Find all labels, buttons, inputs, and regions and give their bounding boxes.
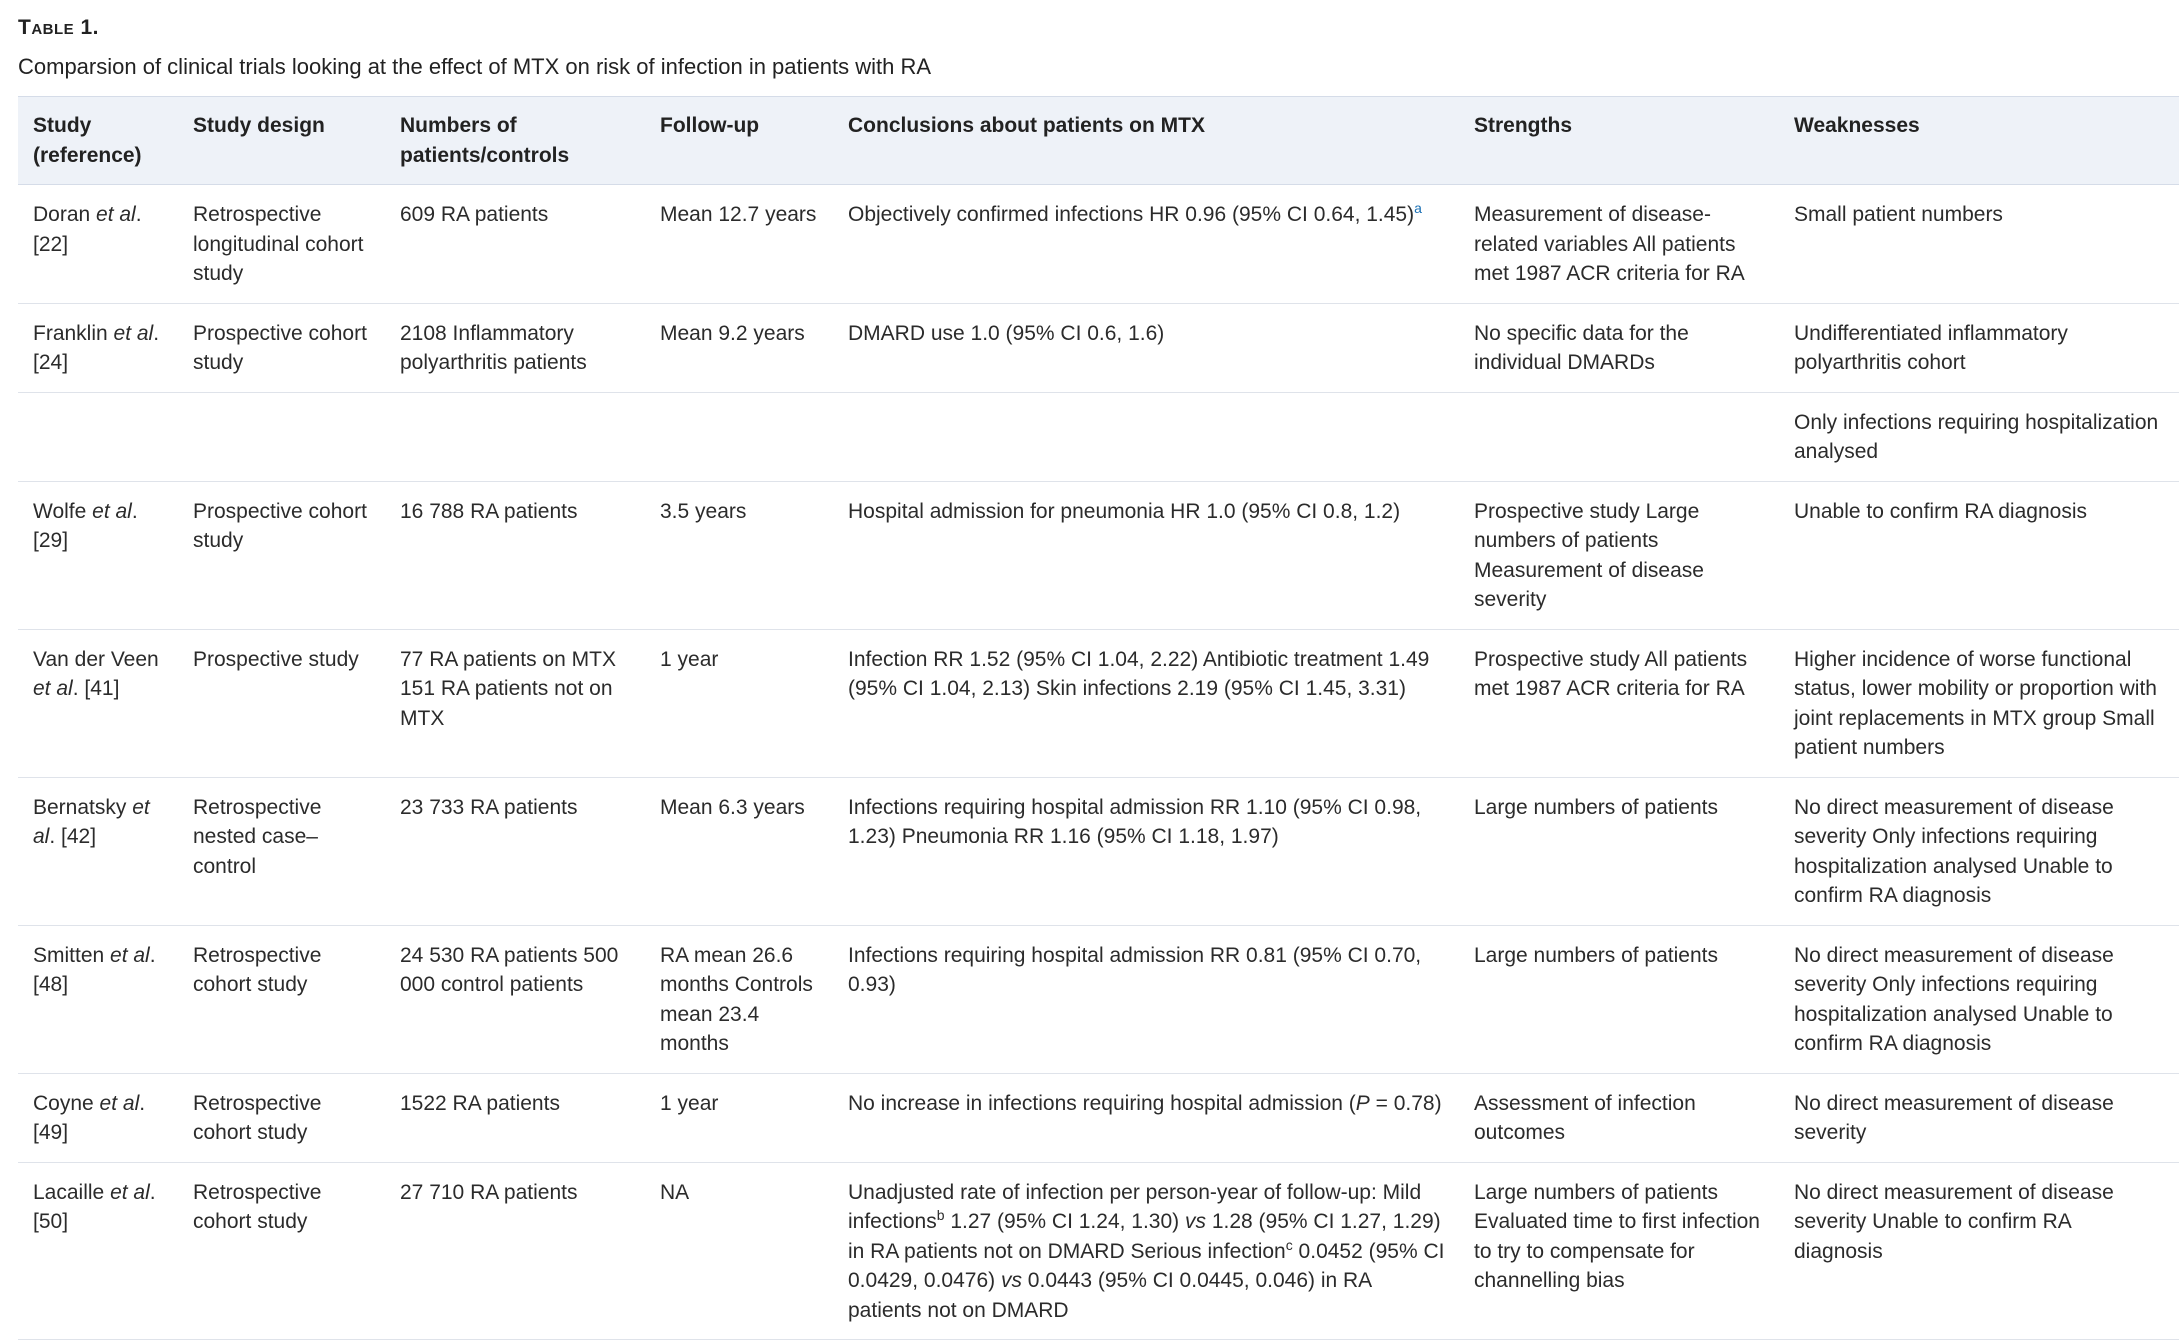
table-row	[18, 392, 2179, 481]
numbers-cell: 16 788 RA patients	[385, 481, 645, 629]
design-cell: Prospective study	[178, 629, 385, 777]
conclusion-cell: DMARD use 1.0 (95% CI 0.6, 1.6)	[833, 303, 1459, 392]
weaknesses-cell: No direct measurement of disease severity Only infections requiring hospitalization analysed Unable to confirm RA diagnosis	[1779, 925, 2179, 1073]
table-row	[18, 777, 2179, 925]
weaknesses-cell: Unable to confirm RA diagnosis	[1779, 481, 2179, 629]
numbers-cell: 2108 Inflammatory polyarthritis patients	[385, 303, 645, 392]
design-cell: Prospective cohort study	[178, 303, 385, 392]
numbers-cell: 23 733 RA patients	[385, 777, 645, 925]
table-row	[18, 1073, 2179, 1162]
header-strengths: Strengths	[1459, 97, 1779, 185]
study-cell: Van der Veen et al. [41]	[18, 629, 178, 777]
table-row	[18, 1162, 2179, 1340]
numbers-cell: 609 RA patients	[385, 185, 645, 304]
followup-cell: 1 year	[645, 629, 833, 777]
header-numbers: Numbers of patients/controls	[385, 97, 645, 185]
design-cell: Prospective cohort study	[178, 481, 385, 629]
followup-cell: NA	[645, 1162, 833, 1340]
followup-cell: Mean 6.3 years	[645, 777, 833, 925]
weaknesses-cell: Only infections requiring hospitalization analysed	[1779, 392, 2179, 481]
study-cell: Franklin et al. [24]	[18, 303, 178, 392]
header-design: Study design	[178, 97, 385, 185]
table-label: Table 1.	[18, 16, 100, 39]
table-caption: Comparsion of clinical trials looking at the effect of MTX on risk of infection in patients with RA	[18, 54, 932, 79]
numbers-cell: 24 530 RA patients 500 000 control patients	[385, 925, 645, 1073]
study-cell: Doran et al. [22]	[18, 185, 178, 304]
empty-cell	[833, 392, 1459, 481]
weaknesses-cell: Small patient numbers	[1779, 185, 2179, 304]
strengths-cell: Large numbers of patients	[1459, 777, 1779, 925]
weaknesses-cell: Undifferentiated inflammatory polyarthritis cohort	[1779, 303, 2179, 392]
empty-cell	[385, 392, 645, 481]
strengths-cell: Assessment of infection outcomes	[1459, 1073, 1779, 1162]
empty-cell	[1459, 392, 1779, 481]
header-followup: Follow-up	[645, 97, 833, 185]
header-row	[18, 97, 2179, 185]
header-weaknesses: Weaknesses	[1779, 97, 2179, 185]
table-row	[18, 185, 2179, 304]
empty-cell	[178, 392, 385, 481]
design-cell: Retrospective cohort study	[178, 1162, 385, 1340]
followup-cell: 3.5 years	[645, 481, 833, 629]
table-row	[18, 481, 2179, 629]
strengths-cell: Prospective study All patients met 1987 ACR criteria for RA	[1459, 629, 1779, 777]
design-cell: Retrospective nested case–control	[178, 777, 385, 925]
weaknesses-cell: No direct measurement of disease severity Unable to confirm RA diagnosis	[1779, 1162, 2179, 1340]
empty-cell	[645, 392, 833, 481]
design-cell: Retrospective longitudinal cohort study	[178, 185, 385, 304]
study-cell: Smitten et al. [48]	[18, 925, 178, 1073]
strengths-cell: No specific data for the individual DMARDs	[1459, 303, 1779, 392]
conclusion-cell: Unadjusted rate of infection per person-year of follow-up: Mild infections$^b$ 1.27 (95% CI 1.24, 1.30) vs 1.28 (95% CI 1.27, 1.29) in RA patients not on DMARD Serious infection$^c$ 0.0452 (95% CI 0.0429, 0.0476) vs 0.0443 (95% CI 0.0445, 0.046) in RA patients not on DMARD	[833, 1162, 1459, 1340]
conclusion-cell: No increase in infections requiring hospital admission (P = 0.78)	[833, 1073, 1459, 1162]
comparison-table	[18, 96, 2179, 1340]
study-cell: Lacaille et al. [50]	[18, 1162, 178, 1340]
weaknesses-cell: No direct measurement of disease severity Only infections requiring hospitalization analysed Unable to confirm RA diagnosis	[1779, 777, 2179, 925]
conclusion-cell: Objectively confirmed infections HR 0.96 (95% CI 0.64, 1.45)$^a$	[833, 185, 1459, 304]
weaknesses-cell: No direct measurement of disease severity	[1779, 1073, 2179, 1162]
followup-cell: Mean 9.2 years	[645, 303, 833, 392]
strengths-cell: Large numbers of patients Evaluated time to first infection to try to compensate for channelling bias	[1459, 1162, 1779, 1340]
numbers-cell: 1522 RA patients	[385, 1073, 645, 1162]
header-study: Study (reference)	[18, 97, 178, 185]
footnote-marker: b	[936, 1207, 945, 1223]
conclusion-cell: Infections requiring hospital admission RR 1.10 (95% CI 0.98, 1.23) Pneumonia RR 1.16 (95% CI 1.18, 1.97)	[833, 777, 1459, 925]
study-cell: Coyne et al. [49]	[18, 1073, 178, 1162]
footnote-link[interactable]: a	[1414, 200, 1422, 216]
empty-cell	[18, 392, 178, 481]
conclusion-cell: Infection RR 1.52 (95% CI 1.04, 2.22) Antibiotic treatment 1.49 (95% CI 1.04, 2.13) Skin infections 2.19 (95% CI 1.45, 3.31)	[833, 629, 1459, 777]
followup-cell: Mean 12.7 years	[645, 185, 833, 304]
study-cell: Wolfe et al. [29]	[18, 481, 178, 629]
strengths-cell: Prospective study Large numbers of patients Measurement of disease severity	[1459, 481, 1779, 629]
strengths-cell: Large numbers of patients	[1459, 925, 1779, 1073]
numbers-cell: 77 RA patients on MTX 151 RA patients not on MTX	[385, 629, 645, 777]
footnote-marker: c	[1285, 1236, 1293, 1253]
study-cell: Bernatsky et al. [42]	[18, 777, 178, 925]
conclusion-cell: Hospital admission for pneumonia HR 1.0 (95% CI 0.8, 1.2)	[833, 481, 1459, 629]
conclusion-cell: Infections requiring hospital admission RR 0.81 (95% CI 0.70, 0.93)	[833, 925, 1459, 1073]
header-conclusions: Conclusions about patients on MTX	[833, 97, 1459, 185]
table-row	[18, 303, 2179, 392]
design-cell: Retrospective cohort study	[178, 925, 385, 1073]
table-row	[18, 629, 2179, 777]
followup-cell: 1 year	[645, 1073, 833, 1162]
weaknesses-cell: Higher incidence of worse functional status, lower mobility or proportion with joint replacements in MTX group Small patient numbers	[1779, 629, 2179, 777]
numbers-cell: 27 710 RA patients	[385, 1162, 645, 1340]
table-row	[18, 925, 2179, 1073]
design-cell: Retrospective cohort study	[178, 1073, 385, 1162]
strengths-cell: Measurement of disease-related variables All patients met 1987 ACR criteria for RA	[1459, 185, 1779, 304]
followup-cell: RA mean 26.6 months Controls mean 23.4 months	[645, 925, 833, 1073]
